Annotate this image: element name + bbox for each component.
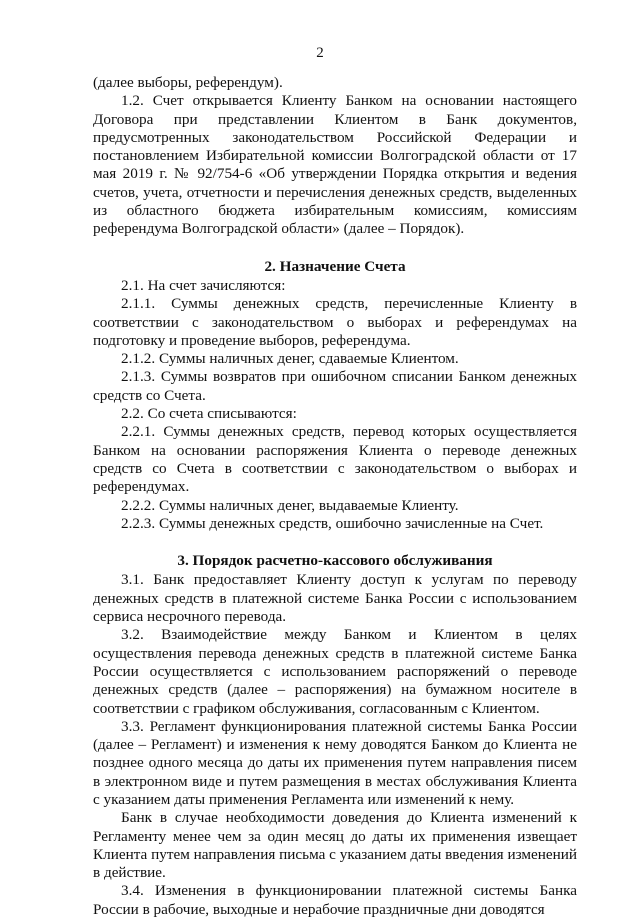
document-body <box>93 74 577 919</box>
paragraph: 3.2. Взаимодействие между Банком и Клиентом в целях осуществления перевода денежных средств в платежной системе Банка России осуществляется с использованием распоряжений о переводе денежных средств (далее – распоряжения) на бумажном носителе в соответствии с графиком обслуживания, согласованным с Клиентом. <box>93 626 577 717</box>
paragraph: 2.1. На счет зачисляются: <box>121 276 286 294</box>
section-heading: 2. Назначение Счета <box>264 257 406 275</box>
paragraph: 2.1.2. Суммы наличных денег, сдаваемые Клиентом. <box>121 350 459 368</box>
paragraph: 2.2. Со счета списываются: <box>121 405 297 423</box>
paragraph: 2.2.2. Суммы наличных денег, выдаваемые Клиенту. <box>121 496 459 514</box>
paragraph: 2.1.1. Суммы денежных средств, перечисленные Клиенту в соответствии с законодательством о выборах и референдумах на подготовку и проведение выборов, референдума. <box>93 295 577 349</box>
page-number: 2 <box>316 45 324 61</box>
paragraph: 2.1.3. Суммы возвратов при ошибочном списании Банком денежных средств со Счета. <box>93 368 577 404</box>
paragraph: Банк в случае необходимости доведения до Клиента изменений к Регламенту менее чем за один месяц до даты их применения извещает Клиента путем направления письма с указанием даты введения изменений в действие. <box>93 809 577 882</box>
section-heading: 3. Порядок расчетно-кассового обслуживания <box>177 552 493 570</box>
paragraph: 3.3. Регламент функционирования платежной системы Банка России (далее – Регламент) и изменения к нему доводятся Банком до Клиента не позднее одного месяца до даты их применения путем направления писем в электронном виде и путем размещения в местах обслуживания Клиента с указанием даты применения Регламента или изменений к нему. <box>93 717 577 808</box>
paragraph: 3.4. Изменения в функционировании платежной системы Банка России в рабочие, выходные и нерабочие праздничные дни доводятся <box>93 882 577 918</box>
paragraph: 3.1. Банк предоставляет Клиенту доступ к услугам по переводу денежных средств в платежной системе Банка России с использованием сервиса несрочного перевода. <box>93 571 577 626</box>
paragraph: (далее выборы, референдум). <box>93 74 283 91</box>
paragraph: 2.2.1. Суммы денежных средств, перевод которых осуществляется Банком на основании распоряжения Клиента о переводе денежных средств со Счета в соответствии с законодательством о выборах и референдумах. <box>93 423 577 496</box>
paragraph: 2.2.3. Суммы денежных средств, ошибочно зачисленные на Счет. <box>121 514 544 532</box>
paragraph: 1.2. Счет открывается Клиенту Банком на основании настоящего Договора при представлении Клиентом в Банк документов, предусмотренных законодательством Российской Федерации и постановлением Избирательной комиссии Волгоградской области от 17 мая 2019 г. № 92/754-6 «Об утверждении Порядка открытия и ведения счетов, учета, отчетности и перечисления денежных средств, выделенных из областного бюджета избирательным комиссиям, комиссиям референдума Волгоградской области» (далее – Порядок). <box>93 92 577 238</box>
